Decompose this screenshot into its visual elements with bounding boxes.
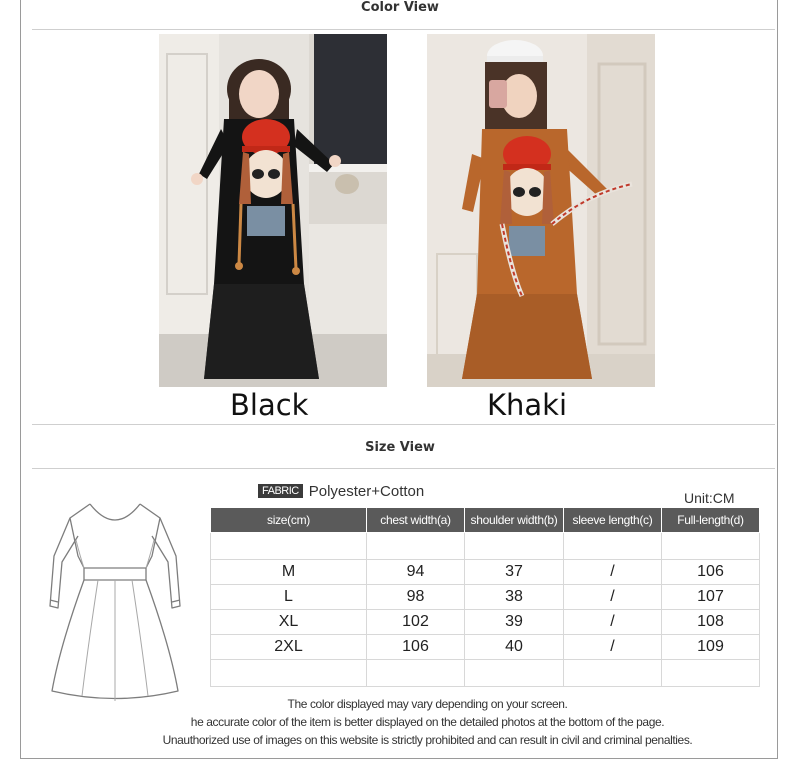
header-shoulder-width: shoulder width(b) — [465, 508, 564, 533]
disclaimer-notes — [0, 695, 800, 749]
header-chest-width: chest width(a) — [367, 508, 465, 533]
length-cell: 109 — [662, 635, 760, 660]
size-cell: XL — [211, 610, 367, 635]
color-label-black: Black — [230, 388, 309, 422]
empty-cell — [662, 660, 760, 687]
shoulder-cell: 37 — [465, 560, 564, 585]
empty-cell — [564, 533, 662, 560]
dress-sketch-illustration — [40, 496, 190, 710]
fabric-value: Polyester+Cotton — [308, 482, 425, 500]
table-row — [211, 610, 760, 635]
chest-cell: 98 — [367, 585, 465, 610]
note-line: he accurate color of the item is better displayed on the detailed photos at the bottom of the page. — [190, 715, 665, 729]
length-cell: 107 — [662, 585, 760, 610]
size-table — [210, 507, 760, 687]
divider — [32, 468, 775, 469]
table-row — [211, 635, 760, 660]
empty-cell — [211, 533, 367, 560]
chest-cell: 102 — [367, 610, 465, 635]
size-view-title: Size View — [365, 440, 435, 455]
table-row — [211, 585, 760, 610]
unit-label: Unit:CM — [684, 490, 735, 506]
empty-cell — [367, 533, 465, 560]
length-cell: 108 — [662, 610, 760, 635]
photo-black-dress — [159, 34, 387, 387]
divider — [32, 29, 775, 30]
size-cell: 2XL — [211, 635, 367, 660]
shoulder-cell: 38 — [465, 585, 564, 610]
table-row — [211, 560, 760, 585]
color-label-khaki: Khaki — [487, 388, 568, 422]
empty-cell — [211, 660, 367, 687]
size-table-header — [211, 508, 760, 533]
color-view-title: Color View — [361, 0, 439, 15]
header-size: size(cm) — [211, 508, 367, 533]
note-line: The color displayed may vary depending on your screen. — [287, 697, 568, 711]
empty-cell — [367, 660, 465, 687]
fabric-info — [258, 482, 424, 500]
empty-cell — [465, 660, 564, 687]
empty-cell — [564, 660, 662, 687]
empty-cell — [465, 533, 564, 560]
empty-cell — [662, 533, 760, 560]
shoulder-cell: 40 — [465, 635, 564, 660]
table-row-empty — [211, 660, 760, 687]
table-row-empty — [211, 533, 760, 560]
size-cell: L — [211, 585, 367, 610]
header-full-length: Full-length(d) — [662, 508, 760, 533]
size-cell: M — [211, 560, 367, 585]
chest-cell: 106 — [367, 635, 465, 660]
chest-cell: 94 — [367, 560, 465, 585]
sleeve-cell: / — [564, 635, 662, 660]
photo-khaki-dress — [427, 34, 655, 387]
length-cell: 106 — [662, 560, 760, 585]
note-line: Unauthorized use of images on this website is strictly prohibited and can result in civil and criminal penalties. — [162, 733, 693, 747]
sleeve-cell: / — [564, 585, 662, 610]
sleeve-cell: / — [564, 560, 662, 585]
sleeve-cell: / — [564, 610, 662, 635]
header-sleeve-length: sleeve length(c) — [564, 508, 662, 533]
divider — [32, 424, 775, 425]
fabric-tag: FABRIC — [258, 484, 303, 498]
shoulder-cell: 39 — [465, 610, 564, 635]
